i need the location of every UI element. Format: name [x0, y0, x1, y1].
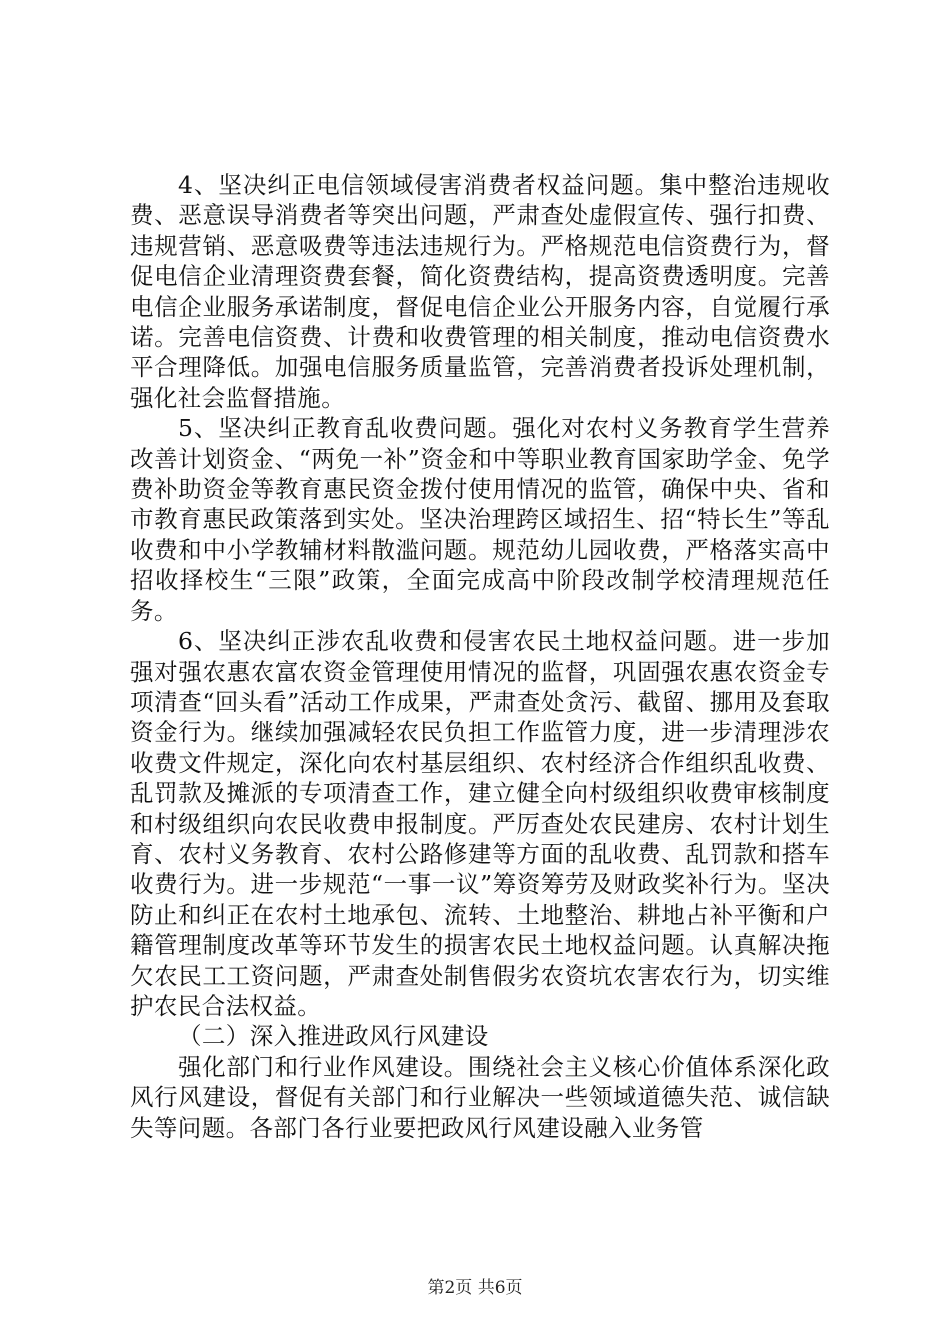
page-number-footer: 第2页 共6页 — [427, 1278, 523, 1298]
paragraph-conduct: 强化部门和行业作风建设。围绕社会主义核心价值体系深化政风行风建设，督促有关部门和行业解决一些领域道德失范、诚信缺失等问题。各部门各行业要把政风行风建设融入业务管 — [130, 1052, 830, 1142]
document-body — [130, 170, 830, 1143]
paragraph-telecom: 4、坚决纠正电信领域侵害消费者权益问题。集中整治违规收费、恶意误导消费者等突出问题，严肃查处虚假宣传、强行扣费、违规营销、恶意吸费等违法违规行为。严格规范电信资费行为，督促电信企业清理资费套餐，简化资费结构，提高资费透明度。完善电信企业服务承诺制度，督促电信企业公开服务内容，自觉履行承诺。完善电信资费、计费和收费管理的相关制度，推动电信资费水平合理降低。加强电信服务质量监管，完善消费者投诉处理机制，强化社会监督措施。 — [130, 171, 830, 412]
paragraph-agriculture: 6、坚决纠正涉农乱收费和侵害农民土地权益问题。进一步加强对强农惠农富农资金管理使用情况的监督，巩固强农惠农资金专项清查“回头看”活动工作成果，严肃查处贪污、截留、挪用及套取资金行为。继续加强减轻农民负担工作监管力度，进一步清理涉农收费文件规定，深化向农村基层组织、农村经济合作组织乱收费、乱罚款及摊派的专项清查工作，建立健全向村级组织收费审核制度和村级组织向农民收费申报制度。严厉查处农民建房、农村计划生育、农村义务教育、农村公路修建等方面的乱收费、乱罚款和搭车收费行为。进一步规范“一事一议”筹资筹劳及财政奖补行为。坚决防止和纠正在农村土地承包、流转、土地整治、耕地占补平衡和户籍管理制度改革等环节发生的损害农民土地权益问题。认真解决拖欠农民工工资问题，严肃查处制售假劣农资坑农害农行为，切实维护农民合法权益。 — [130, 627, 830, 1020]
paragraph-education: 5、坚决纠正教育乱收费问题。强化对农村义务教育学生营养改善计划资金、“两免一补”资金和中等职业教育国家助学金、免学费补助资金等教育惠民资金拨付使用情况的监管，确保中央、省和市教育惠民政策落到实处。坚决治理跨区域招生、招“特长生”等乱收费和中小学教辅材料散滥问题。规范幼儿园收费，严格落实高中招收择校生“三限”政策，全面完成高中阶段改制学校清理规范任务。 — [130, 414, 830, 625]
section-heading: （二）深入推进政风行风建设 — [178, 1022, 489, 1051]
